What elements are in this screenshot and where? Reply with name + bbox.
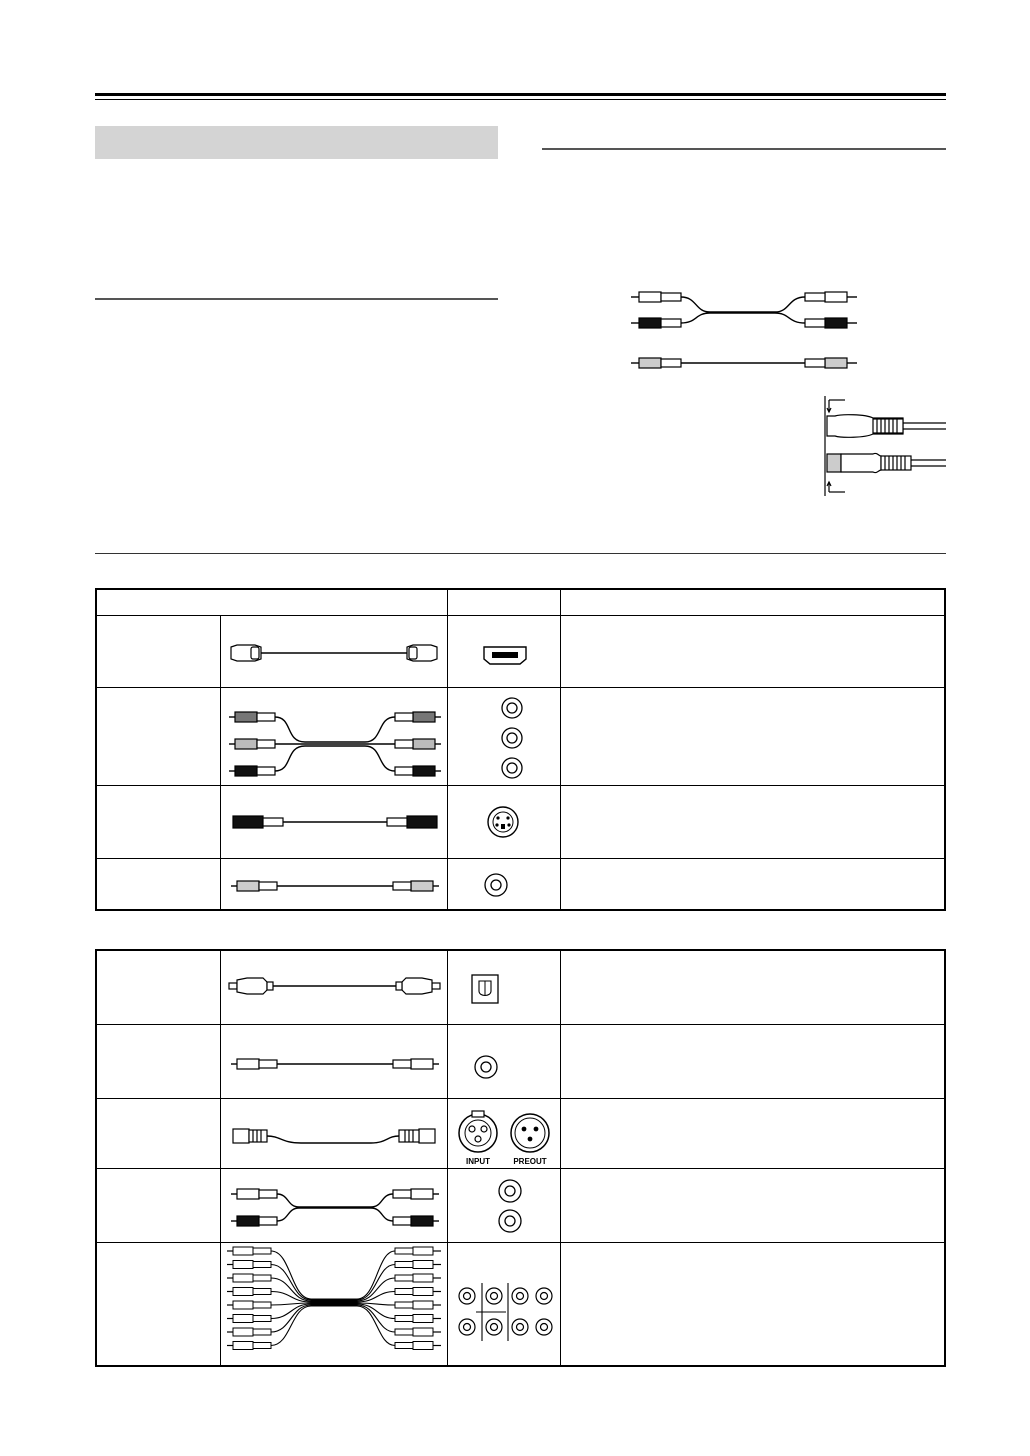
optical-digital-cable-icon [221, 951, 448, 1023]
header-jack-cell [447, 589, 560, 615]
description-cell [560, 785, 945, 858]
row-label-cell [96, 1242, 220, 1366]
analog-audio-jacks-icon [448, 1169, 561, 1241]
coaxial-digital-cable-icon [221, 1025, 448, 1097]
rca-plug [413, 1274, 433, 1282]
cable-wire [271, 1264, 395, 1300]
xlr-preout-label: PREOUT [512, 1157, 547, 1166]
header-rule-thick [95, 93, 946, 96]
video-connections-table [95, 588, 946, 911]
analog-audio-cable-icon [221, 1169, 448, 1241]
rca-plug [413, 1301, 433, 1309]
plug-insertion-illustration [815, 396, 946, 496]
row-label-cell [96, 1168, 220, 1242]
header-rule-thin [95, 99, 946, 100]
audio-connections-table [95, 949, 946, 1367]
hdmi-cable-icon [221, 616, 448, 686]
rca-plug [233, 1328, 253, 1336]
description-cell [560, 1098, 945, 1168]
jack-cell [447, 950, 560, 1024]
cable-cell [220, 1098, 447, 1168]
row-label-cell [96, 858, 220, 910]
rca-plug [413, 1341, 433, 1349]
rca-plug [413, 1287, 433, 1295]
rca-plug [413, 1260, 433, 1268]
cable-cell [220, 687, 447, 785]
s-video-jack-icon [448, 786, 561, 858]
composite-video-cable-icon [221, 859, 448, 909]
rca-plug-barrel [253, 1342, 271, 1348]
section-heading-bar [95, 126, 498, 159]
jack-cell [447, 615, 560, 687]
rca-plug-barrel [253, 1315, 271, 1321]
rca-plug-barrel [253, 1261, 271, 1267]
rca-plug-barrel [253, 1288, 271, 1294]
left-column-subheading-rule [95, 298, 498, 300]
rca-plug-barrel [395, 1342, 413, 1348]
section-divider [95, 553, 946, 554]
rca-plug [233, 1260, 253, 1268]
rca-plug-barrel [395, 1315, 413, 1321]
jack-cell [447, 1242, 560, 1366]
component-video-jacks-icon [448, 688, 561, 784]
multichannel-jacks-icon [448, 1243, 561, 1365]
rca-plug-barrel [395, 1288, 413, 1294]
xlr-jacks-icon [448, 1099, 561, 1167]
xlr-balanced-cable-icon [221, 1099, 448, 1167]
cable-cell [220, 950, 447, 1024]
rca-plug [233, 1341, 253, 1349]
rca-plug [233, 1301, 253, 1309]
jack-cell [447, 687, 560, 785]
row-label-cell [96, 785, 220, 858]
row-label-cell [96, 687, 220, 785]
jack-cell [447, 1098, 560, 1168]
cable-cell [220, 1242, 447, 1366]
rca-plug-barrel [395, 1248, 413, 1254]
rca-plug [233, 1287, 253, 1295]
table-row [96, 1242, 945, 1366]
header-cable-cell [96, 589, 447, 615]
optical-jack-icon [448, 951, 561, 1023]
table-row [96, 1024, 945, 1098]
rca-plug [233, 1247, 253, 1255]
rca-plug-barrel [395, 1302, 413, 1308]
table-row [96, 1098, 945, 1168]
cable-cell [220, 1024, 447, 1098]
description-cell [560, 950, 945, 1024]
hdmi-jack-icon [448, 616, 561, 686]
jack-cell [447, 1168, 560, 1242]
table-row [96, 1168, 945, 1242]
table-row [96, 950, 945, 1024]
table-row [96, 687, 945, 785]
cable-wire [271, 1251, 395, 1299]
rca-plug-barrel [253, 1248, 271, 1254]
cable-cell [220, 615, 447, 687]
header-description-cell [560, 589, 945, 615]
rca-plug-barrel [253, 1302, 271, 1308]
composite-video-jack-icon [448, 859, 561, 909]
description-cell [560, 1242, 945, 1366]
rca-cables-illustration [625, 284, 865, 374]
s-video-cable-icon [221, 786, 448, 858]
rca-plug-barrel [395, 1261, 413, 1267]
right-column-heading-rule [542, 148, 946, 150]
multichannel-analog-cable-icon [221, 1243, 448, 1365]
jack-cell [447, 785, 560, 858]
rca-plug [413, 1314, 433, 1322]
jack-cell [447, 858, 560, 910]
table-row [96, 858, 945, 910]
rca-plug [233, 1314, 253, 1322]
description-cell [560, 687, 945, 785]
cable-cell [220, 1168, 447, 1242]
rca-plug [233, 1274, 253, 1282]
description-cell [560, 858, 945, 910]
table-header-row [96, 589, 945, 615]
rca-plug [413, 1247, 433, 1255]
component-video-cable-icon [221, 688, 448, 784]
table-row [96, 785, 945, 858]
cable-cell [220, 785, 447, 858]
jack-cell [447, 1024, 560, 1098]
description-cell [560, 1168, 945, 1242]
row-label-cell [96, 1098, 220, 1168]
description-cell [560, 1024, 945, 1098]
rca-plug-barrel [253, 1329, 271, 1335]
rca-plug-barrel [253, 1275, 271, 1281]
xlr-input-label: INPUT [465, 1157, 490, 1166]
row-label-cell [96, 1024, 220, 1098]
cable-cell [220, 858, 447, 910]
row-label-cell [96, 615, 220, 687]
coaxial-jack-icon [448, 1025, 561, 1097]
description-cell [560, 615, 945, 687]
table-row [96, 615, 945, 687]
rca-plug-barrel [395, 1275, 413, 1281]
rca-plug [413, 1328, 433, 1336]
row-label-cell [96, 950, 220, 1024]
rca-plug-barrel [395, 1329, 413, 1335]
